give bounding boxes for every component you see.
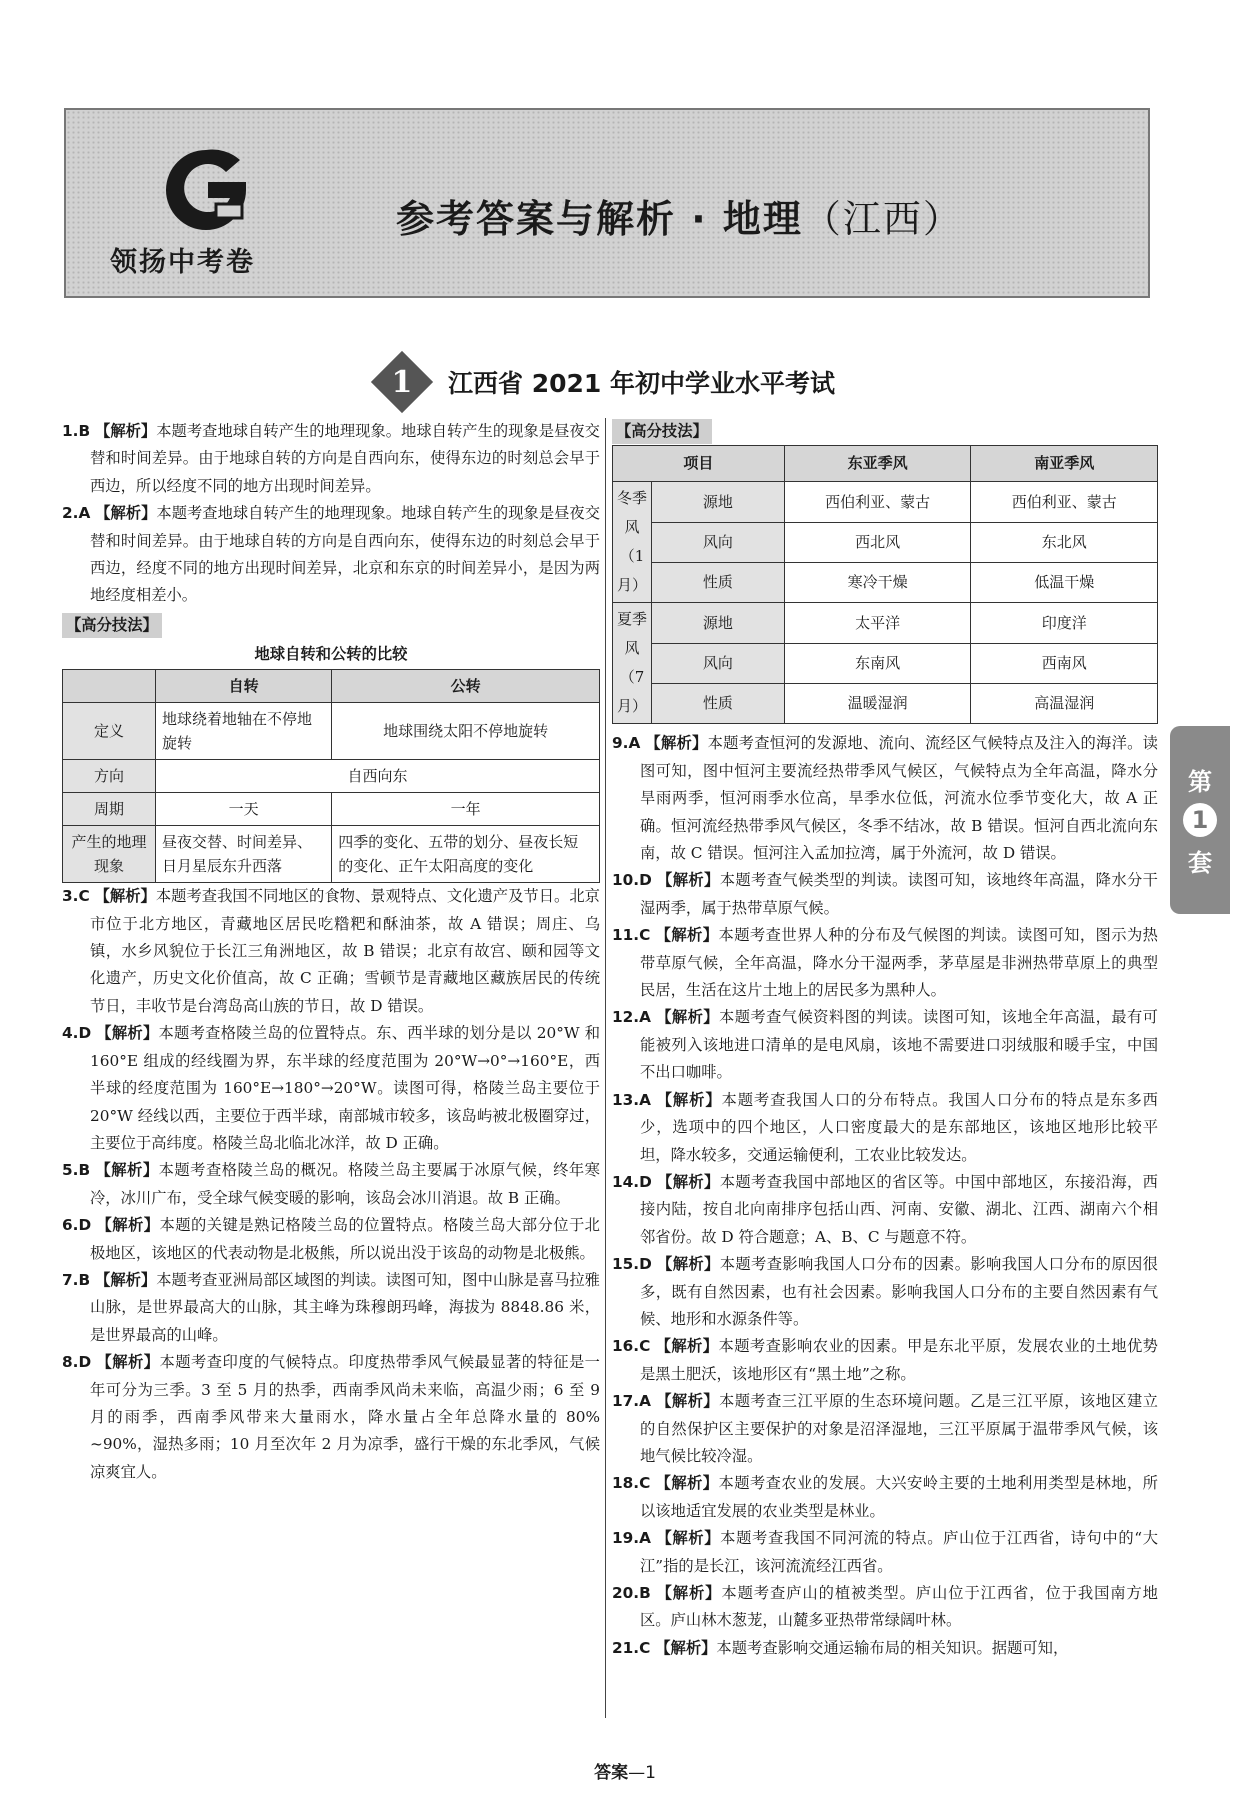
answer-item-14: 14.D 【解析】本题考查我国中部地区的省区等。中国中部地区，东接沿海，西接内陆，按自北向南排序包括山西、河南、安徽、湖北、江西、湖南六个相邻省份。故 D 符合题意；A、B、C 与题意不符。 bbox=[612, 1172, 1158, 1246]
table-row: 风向 西北风 东北风 bbox=[613, 522, 1158, 562]
title-main: 参考答案与解析 · 地理 bbox=[396, 197, 803, 241]
table-row: 冬季风（1月） 源地 西伯利亚、蒙古 西伯利亚、蒙古 bbox=[613, 482, 1158, 522]
column-divider bbox=[605, 418, 606, 1718]
tips-label: 【高分技法】 bbox=[612, 419, 712, 444]
answer-item-8: 8.D 【解析】本题考查印度的气候特点。印度热带季风气候最显著的特征是一年可分为三季。3 至 5 月的热季，西南季风尚未来临，高温少雨；6 至 9 月的雨季，西南季风带来大量雨水，降水量占全年总降水量的 80% ~90%，湿热多雨；10 月至次年 2 月为凉季，盛行干燥的东北季风，气候凉爽宜人。 bbox=[62, 1353, 600, 1481]
table-row: 产生的地理现象 昼夜交替、时间差异、日月星辰东升西落 四季的变化、五带的划分、昼夜长短的变化、正午太阳高度的变化 bbox=[63, 826, 600, 883]
answer-item-6: 6.D 【解析】本题的关键是熟记格陵兰岛的位置特点。格陵兰岛大部分位于北极地区，该地区的代表动物是北极熊，所以说出没于该岛的动物是北极熊。 bbox=[62, 1216, 600, 1262]
table-row: 风向 东南风 西南风 bbox=[613, 643, 1158, 683]
header-banner bbox=[64, 108, 1150, 298]
tab-number: 1 bbox=[1183, 803, 1217, 837]
tab-bottom-text: 套 bbox=[1188, 849, 1212, 877]
right-column bbox=[612, 418, 1158, 1662]
answer-item-7: 7.B 【解析】本题考查亚洲局部区域图的判读。读图可知，图中山脉是喜马拉雅山脉，是世界最高大的山脉，其主峰为珠穆朗玛峰，海拔为 8848.86 米，是世界最高的山峰。 bbox=[62, 1270, 600, 1344]
answer-item-20: 20.B 【解析】本题考查庐山的植被类型。庐山位于江西省，位于我国南方地区。庐山林木葱茏，山麓多亚热带常绿阔叶林。 bbox=[612, 1584, 1158, 1630]
table-row: 定义 地球绕着地轴在不停地旋转 地球围绕太阳不停地旋转 bbox=[63, 703, 600, 760]
left-column bbox=[62, 418, 600, 1486]
table-row: 自转 公转 bbox=[63, 670, 600, 703]
footer-sep: — bbox=[628, 1763, 646, 1783]
answer-item-1: 1.B 【解析】本题考查地球自转产生的地理现象。地球自转产生的现象是昼夜交替和时间差异。由于地球自转的方向是自西向东，使得东边的时刻总会早于西边，所以经度不同的地方出现时间差异。 bbox=[62, 422, 600, 495]
table-caption: 地球自转和公转的比较 bbox=[254, 645, 408, 664]
answer-item-16: 16.C 【解析】本题考查影响农业的因素。甲是东北平原，发展农业的土地优势是黑土肥沃，该地形区有“黑土地”之称。 bbox=[612, 1337, 1158, 1383]
table-row: 夏季风（7月） 源地 太平洋 印度洋 bbox=[613, 603, 1158, 643]
exam-number-badge bbox=[371, 351, 433, 413]
answer-item-21: 21.C 【解析】本题考查影响交通运输布局的相关知识。据题可知， bbox=[612, 1638, 1069, 1657]
page-title bbox=[396, 188, 963, 243]
logo-icon bbox=[146, 142, 266, 241]
page-footer bbox=[0, 1758, 1250, 1783]
page-number: 1 bbox=[645, 1763, 656, 1783]
answer-item-10: 10.D 【解析】本题考查气候类型的判读。读图可知，该地终年高温，降水分干湿两季，属于热带草原气候。 bbox=[612, 871, 1158, 917]
answer-item-19: 19.A 【解析】本题考查我国不同河流的特点。庐山位于江西省，诗句中的“大江”指的是长江，该河流流经江西省。 bbox=[612, 1529, 1158, 1575]
exam-number: 1 bbox=[391, 364, 413, 400]
answer-item-9: 9.A 【解析】本题考查恒河的发源地、流向、流经区气候特点及注入的海洋。读图可知，图中恒河主要流经热带季风气候区，气候特点为全年高温，降水分旱雨两季，恒河雨季水位高，旱季水位低，河流水位季节变化大，故 A 正确。恒河流经热带季风气候区，冬季不结冰，故 B 错误。恒河自西北流向东南，故 C 错误。恒河注入孟加拉湾，属于外流河，故 D 错误。 bbox=[612, 734, 1158, 863]
answer-item-17: 17.A 【解析】本题考查三江平原的生态环境问题。乙是三江平原，该地区建立的自然保护区主要保护的对象是沼泽湿地，三江平原属于温带季风气候，该地气候比较冷湿。 bbox=[612, 1392, 1158, 1465]
answer-item-3: 3.C 【解析】本题考查我国不同地区的食物、景观特点、文化遗产及节日。北京市位于北方地区，青藏地区居民吃糌粑和酥油茶，故 A 错误；周庄、乌镇，水乡风貌位于长江三角洲地区，故 B 错误；北京有故宫、颐和园等文化遗产，历史文化价值高，故 C 正确；雪顿节是青藏地区藏族居民的传统节日，丰收节是台湾岛高山族的节日，故 D 错误。 bbox=[62, 887, 600, 1015]
answer-item-5: 5.B 【解析】本题考查格陵兰岛的概况。格陵兰岛主要属于冰原气候，终年寒冷，冰川广布，受全球气候变暖的影响，该岛会冰川消退。故 B 正确。 bbox=[62, 1161, 600, 1207]
table-row: 性质 温暖湿润 高温湿润 bbox=[613, 684, 1158, 724]
exam-title: 江西省 2021 年初中学业水平考试 bbox=[448, 369, 835, 398]
tab-top-text: 第 bbox=[1188, 768, 1212, 796]
logo-text: 领扬中考卷 bbox=[110, 247, 255, 278]
rotation-revolution-table bbox=[62, 669, 600, 883]
answer-item-18: 18.C 【解析】本题考查农业的发展。大兴安岭主要的土地利用类型是林地，所以该地适宜发展的农业类型是林业。 bbox=[612, 1474, 1158, 1520]
table-row: 周期 一天 一年 bbox=[63, 793, 600, 826]
footer-label: 答案 bbox=[594, 1763, 629, 1783]
answer-item-11: 11.C 【解析】本题考查世界人种的分布及气候图的判读。读图可知，图示为热带草原气候，全年高温，降水分干湿两季，茅草屋是非洲热带草原上的典型民居，生活在这片土地上的居民多为黑种人。 bbox=[612, 926, 1158, 1000]
answer-item-13: 13.A 【解析】本题考查我国人口的分布特点。我国人口分布的特点是东多西少，选项中的四个地区，人口密度最大的是东部地区，该地区地形比较平坦，降水较多，交通运输便利，工农业比较发达。 bbox=[612, 1090, 1158, 1164]
tips-label: 【高分技法】 bbox=[62, 613, 162, 638]
answer-item-12: 12.A 【解析】本题考查气候资料图的判读。读图可知，该地全年高温，最有可能被列入该地进口清单的是电风扇，该地不需要进口羽绒服和暖手宝，中国不出口咖啡。 bbox=[612, 1008, 1158, 1082]
exam-heading bbox=[380, 360, 835, 404]
table-row: 项目 东亚季风 南亚季风 bbox=[613, 446, 1158, 482]
monsoon-table bbox=[612, 445, 1158, 724]
title-region: （江西） bbox=[802, 197, 963, 241]
set-number-tab bbox=[1170, 726, 1230, 914]
answer-item-15: 15.D 【解析】本题考查影响我国人口分布的因素。影响我国人口分布的原因很多，既有自然因素，也有社会因素。影响我国人口分布的主要自然因素有气候、地形和水源条件等。 bbox=[612, 1255, 1158, 1328]
table-row: 性质 寒冷干燥 低温干燥 bbox=[613, 563, 1158, 603]
answer-item-2: 2.A 【解析】本题考查地球自转产生的地理现象。地球自转产生的现象是昼夜交替和时间差异。由于地球自转的方向是自西向东，使得东边的时刻总会早于西边，经度不同的地方出现时间差异，北京和东京的时间差异小，是因为两地经度相差小。 bbox=[62, 504, 601, 605]
table-row: 方向 自西向东 bbox=[63, 760, 600, 793]
answer-item-4: 4.D 【解析】本题考查格陵兰岛的位置特点。东、西半球的划分是以 20°W 和 160°E 组成的经线圈为界，东半球的经度范围为 20°W→0°→160°E，西半球的经度范围为 160°E→180°→20°W。读图可得，格陵兰岛主要位于 20°W 经线以西，主要位于西半球，南部城市较多，该岛屿被北极圈穿过，主要位于高纬度。格陵兰岛北临北冰洋，故 D 正确。 bbox=[62, 1024, 600, 1152]
